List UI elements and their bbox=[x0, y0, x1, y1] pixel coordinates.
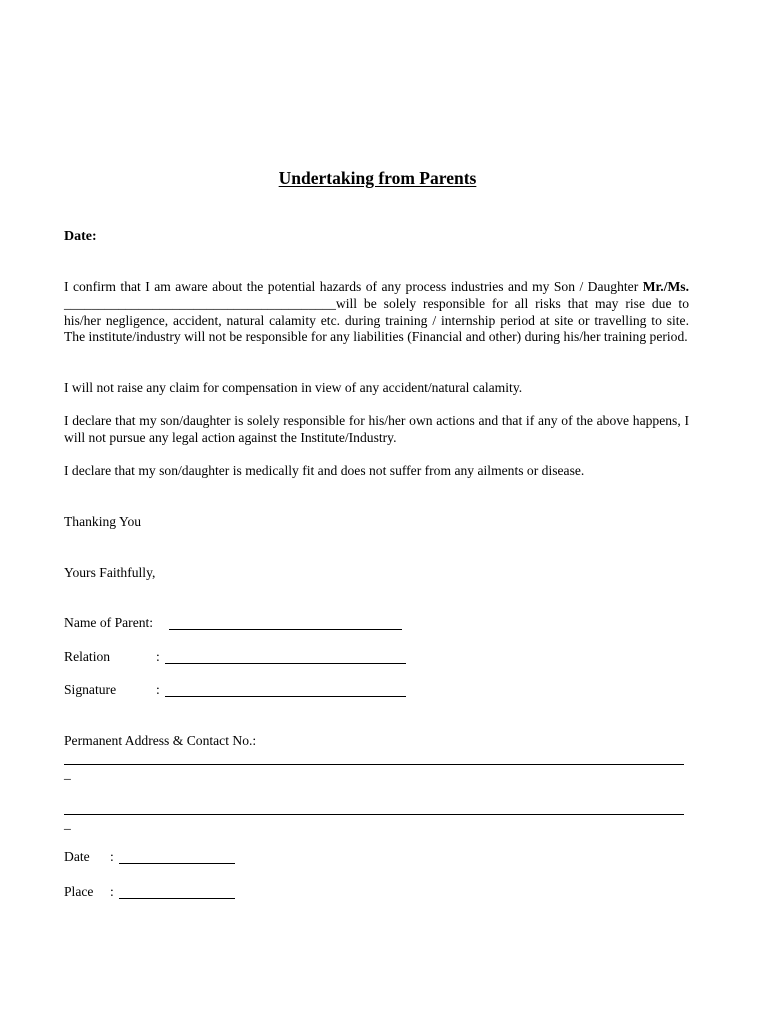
thanking-text: Thanking You bbox=[64, 514, 142, 529]
document-title: Undertaking from Parents bbox=[278, 168, 477, 188]
name-of-parent-label: Name of Parent: bbox=[64, 615, 154, 630]
closing-text: Yours Faithfully, bbox=[64, 565, 156, 580]
date-label: Date: bbox=[64, 229, 97, 244]
address-line-2-dash: _ bbox=[64, 816, 71, 831]
name-of-parent-field[interactable] bbox=[169, 629, 402, 630]
paragraph-confirmation-text-b: will be solely responsible for all risks that may rise due to his/her negligence, accident, natural calamity etc. during training / internship period at site or travelling to site. The institute/industry will not be responsible for any liabilities (Financial and other) during his/her training period. bbox=[64, 295, 689, 345]
signature-field[interactable] bbox=[165, 696, 406, 697]
name-of-parent-row bbox=[64, 615, 153, 631]
date-field-label: Date bbox=[64, 849, 90, 864]
place-colon: : bbox=[110, 884, 114, 899]
relation-row bbox=[64, 649, 110, 665]
mr-ms-label: Mr./Ms. bbox=[642, 279, 689, 294]
paragraph-medical-fitness: I declare that my son/daughter is medically fit and does not suffer from any ailments or disease. bbox=[64, 463, 585, 478]
paragraph-no-claim: I will not raise any claim for compensation in view of any accident/natural calamity. bbox=[64, 380, 523, 395]
signature-colon: : bbox=[156, 682, 160, 697]
relation-field[interactable] bbox=[165, 663, 406, 664]
address-line-2[interactable] bbox=[64, 814, 684, 815]
place-field[interactable] bbox=[119, 898, 235, 899]
relation-label: Relation bbox=[64, 649, 111, 664]
relation-colon: : bbox=[156, 649, 160, 664]
paragraph-confirmation bbox=[64, 279, 689, 346]
paragraph-responsibility: I declare that my son/daughter is solely responsible for his/her own actions and that if any of the above happens, I will not pursue any legal action against the Institute/Industry. bbox=[64, 413, 689, 445]
address-line-1[interactable] bbox=[64, 764, 684, 765]
student-name-blank: ________________________________________ bbox=[64, 295, 336, 311]
paragraph-confirmation-text-a: I confirm that I am aware about the potential hazards of any process industries and my Son / Daughter bbox=[64, 279, 643, 294]
date-field[interactable] bbox=[119, 863, 235, 864]
signature-row bbox=[64, 682, 116, 698]
address-line-1-dash: _ bbox=[64, 766, 71, 781]
address-label: Permanent Address & Contact No.: bbox=[64, 733, 257, 748]
date-colon: : bbox=[110, 849, 114, 864]
signature-label: Signature bbox=[64, 682, 117, 697]
place-field-label: Place bbox=[64, 884, 94, 899]
